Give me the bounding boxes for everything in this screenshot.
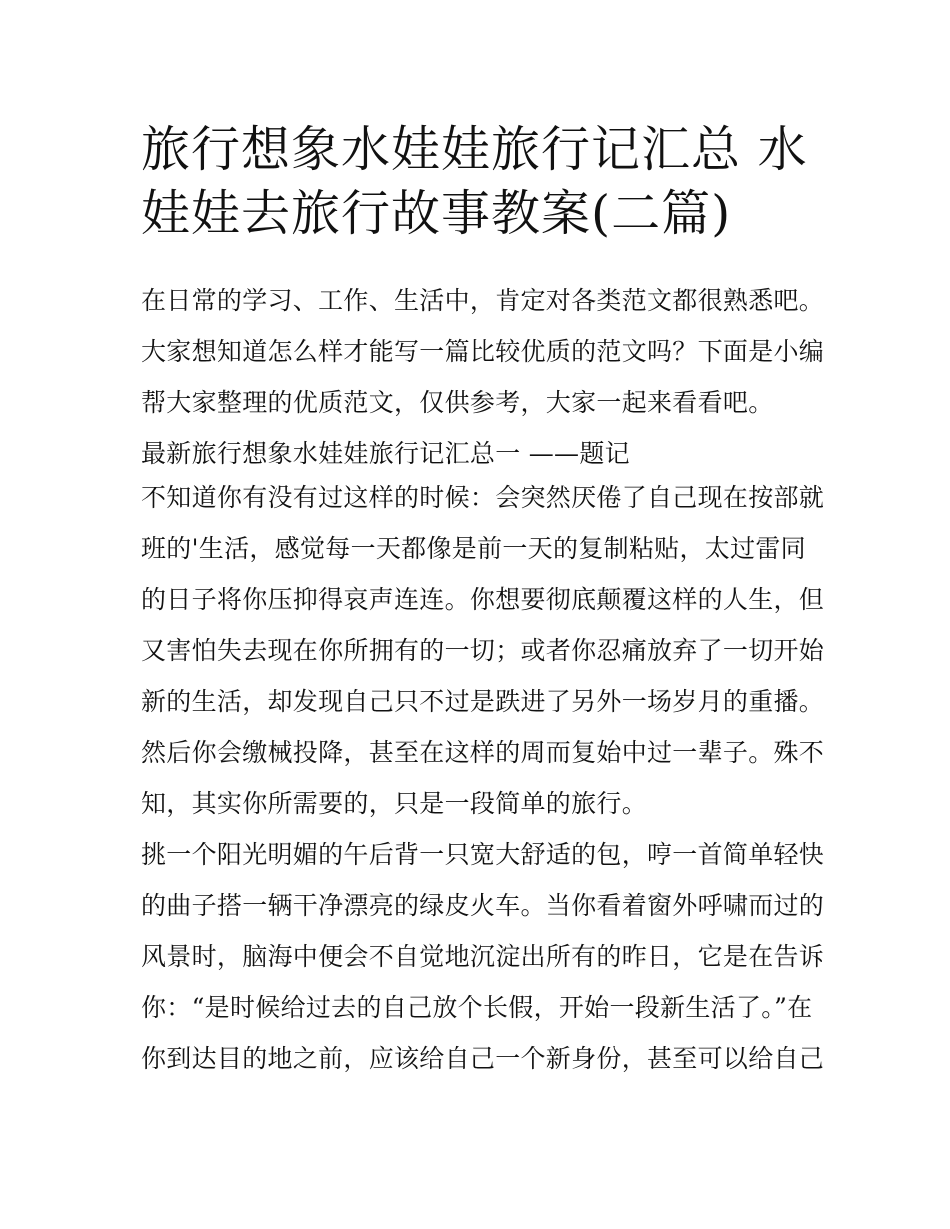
title-line: 娃娃去旅行故事教案(二篇)	[141, 185, 732, 242]
paragraph-line: 挑一个阳光明媚的午后背一只宽大舒适的包，哼一首简单轻快	[141, 840, 825, 869]
document-title	[141, 118, 821, 246]
paragraph-line: 班的'生活，感觉每一天都像是前一天的复制粘贴，太过雷同	[141, 534, 806, 563]
paragraph-line: 的日子将你压抑得哀声连连。你想要彻底颠覆这样的人生，但	[141, 585, 825, 614]
paragraph-line: 新的生活，却发现自己只不过是跌进了另外一场岁月的重播。	[141, 687, 825, 716]
paragraph-line: 风景时，脑海中便会不自觉地沉淀出所有的昨日，它是在告诉	[141, 942, 825, 971]
intro-line: 在日常的学习、工作、生活中，肯定对各类范文都很熟悉吧。	[141, 286, 825, 315]
intro-line: 帮大家整理的优质范文，仅供参考，大家一起来看看吧。	[141, 388, 774, 417]
paragraph-line: 知，其实你所需要的，只是一段简单的旅行。	[141, 789, 648, 818]
paragraph-line: 又害怕失去现在你所拥有的一切；或者你忍痛放弃了一切开始	[141, 636, 825, 665]
paragraph-line: 的曲子搭一辆干净漂亮的绿皮火车。当你看着窗外呼啸而过的	[141, 891, 825, 920]
section-heading: 最新旅行想象水娃娃旅行记汇总一 ——题记	[141, 439, 630, 468]
intro-line: 大家想知道怎么样才能写一篇比较优质的范文吗？下面是小编	[141, 337, 825, 366]
paragraph-line: 你：“是时候给过去的自己放个长假，开始一段新生活了。”在	[141, 993, 813, 1022]
paragraph-line: 然后你会缴械投降，甚至在这样的周而复始中过一辈子。殊不	[141, 738, 825, 767]
paragraph-line: 不知道你有没有过这样的时候：会突然厌倦了自己现在按部就	[141, 483, 825, 512]
document-body	[141, 279, 825, 1088]
paragraph-line: 你到达目的地之前，应该给自己一个新身份，甚至可以给自己	[141, 1044, 825, 1073]
title-line: 旅行想象水娃娃旅行记汇总 水	[141, 121, 808, 178]
